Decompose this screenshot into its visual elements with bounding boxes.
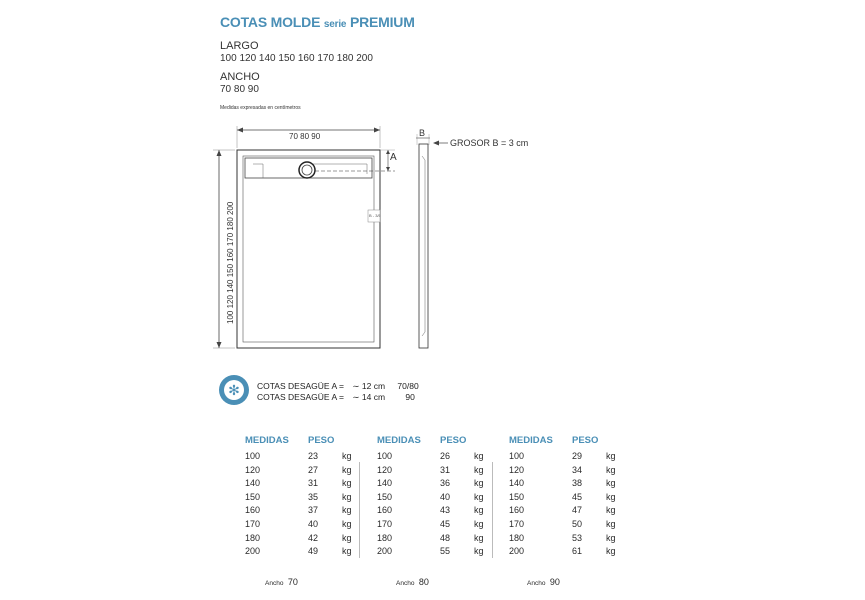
ancho-label: ANCHO xyxy=(220,71,260,83)
peso-cell: 53 xyxy=(572,532,583,543)
largo-values: 100 120 140 150 160 170 180 200 xyxy=(220,53,373,64)
unit-cell: kg xyxy=(342,451,352,461)
drain-label: COTAS DESAGÜE A = xyxy=(257,381,344,391)
peso-cell: 38 xyxy=(572,478,583,489)
unit-cell: kg xyxy=(606,505,616,516)
ancho-caption-value: 70 xyxy=(287,577,298,587)
unit-cell: kg xyxy=(606,519,616,529)
ancho-caption-value: 80 xyxy=(418,577,429,587)
col-peso: PESO xyxy=(572,435,599,446)
drain-row-1: COTAS DESAGÜE A = ∼ 12 cm 70/80 xyxy=(257,381,419,391)
peso-cell: 34 xyxy=(572,464,583,475)
peso-cell: 55 xyxy=(440,546,451,557)
unit-cell: kg xyxy=(606,546,616,557)
unit-cell: kg xyxy=(606,451,616,461)
drain-value: 12 cm xyxy=(361,381,386,391)
unit-cell: kg xyxy=(474,478,484,489)
unit-cell: kg xyxy=(474,491,484,502)
medida-cell: 140 xyxy=(245,478,261,489)
a-dimension-label: A xyxy=(390,152,397,163)
top-dimension-text: 70 80 90 xyxy=(289,132,321,141)
unit-cell: kg xyxy=(474,546,484,557)
ancho-caption-80 xyxy=(396,572,429,590)
title-name: PREMIUM xyxy=(349,14,415,30)
side-tag: B - 3/5 xyxy=(369,213,381,218)
medida-cell: 150 xyxy=(245,491,261,502)
ancho-caption-label: Ancho xyxy=(396,580,415,587)
tray-outline xyxy=(237,150,380,348)
medida-cell: 100 xyxy=(509,451,525,461)
peso-cell: 35 xyxy=(308,491,319,502)
unit-cell: kg xyxy=(342,532,352,543)
peso-cell: 37 xyxy=(308,505,319,516)
medida-cell: 120 xyxy=(245,464,261,475)
unit-cell: kg xyxy=(474,519,484,529)
ancho-caption-label: Ancho xyxy=(527,580,546,587)
peso-cell: 23 xyxy=(308,451,319,461)
medida-cell: 200 xyxy=(377,546,393,557)
table-divider xyxy=(359,462,360,558)
col-medidas: MEDIDAS xyxy=(377,435,421,446)
unit-cell: kg xyxy=(342,491,352,502)
unit-cell: kg xyxy=(606,464,616,475)
medida-cell: 160 xyxy=(245,505,261,516)
medida-cell: 150 xyxy=(377,491,393,502)
unit-cell: kg xyxy=(474,451,484,461)
medida-cell: 170 xyxy=(377,519,393,529)
peso-cell: 40 xyxy=(440,491,451,502)
medida-cell: 160 xyxy=(509,505,525,516)
peso-cell: 40 xyxy=(308,519,319,529)
peso-cell: 61 xyxy=(572,546,583,557)
tray-drawing xyxy=(205,120,565,365)
medida-cell: 140 xyxy=(377,478,393,489)
unit-cell: kg xyxy=(342,519,352,529)
drain-label: COTAS DESAGÜE A = xyxy=(257,392,344,402)
drain-icon: ✻ xyxy=(224,380,244,400)
unit-cell: kg xyxy=(474,464,484,475)
drain-row-2: COTAS DESAGÜE A = ∼ 14 cm 90 xyxy=(257,392,415,402)
medida-cell: 120 xyxy=(377,464,393,475)
ancho-values: 70 80 90 xyxy=(220,84,259,95)
col-peso: PESO xyxy=(308,435,335,446)
medida-cell: 100 xyxy=(377,451,393,461)
profile-outline xyxy=(419,144,428,348)
col-medidas: MEDIDAS xyxy=(509,435,553,446)
table-divider xyxy=(492,462,493,558)
b-dimension-label: B xyxy=(419,128,426,138)
medida-cell: 150 xyxy=(509,491,525,502)
peso-cell: 49 xyxy=(308,546,319,557)
col-peso: PESO xyxy=(440,435,467,446)
unit-cell: kg xyxy=(474,505,484,516)
drain-value: 14 cm xyxy=(361,392,386,402)
peso-cell: 43 xyxy=(440,505,451,516)
peso-cell: 45 xyxy=(572,491,583,502)
peso-cell: 36 xyxy=(440,478,451,489)
ancho-caption-90 xyxy=(527,572,560,590)
peso-cell: 27 xyxy=(308,464,319,475)
medida-cell: 200 xyxy=(509,546,525,557)
medida-cell: 100 xyxy=(245,451,261,461)
page-title xyxy=(220,14,415,30)
side-dimension-text: 100 120 140 150 160 170 180 200 xyxy=(226,201,235,324)
ancho-caption-label: Ancho xyxy=(265,580,284,587)
medida-cell: 180 xyxy=(509,532,525,543)
peso-cell: 29 xyxy=(572,451,583,461)
title-serie: serie xyxy=(323,19,347,30)
medida-cell: 160 xyxy=(377,505,393,516)
title-main: COTAS MOLDE xyxy=(220,14,321,30)
largo-label: LARGO xyxy=(220,40,259,52)
peso-cell: 42 xyxy=(308,532,319,543)
medida-cell: 170 xyxy=(509,519,525,529)
col-medidas: MEDIDAS xyxy=(245,435,289,446)
ancho-caption-70 xyxy=(265,572,298,590)
unit-cell: kg xyxy=(342,546,352,557)
unit-cell: kg xyxy=(606,491,616,502)
grosor-label: GROSOR B = 3 cm xyxy=(450,138,529,148)
medida-cell: 180 xyxy=(245,532,261,543)
unit-cell: kg xyxy=(342,478,352,489)
unit-cell: kg xyxy=(606,478,616,489)
medida-cell: 140 xyxy=(509,478,525,489)
medida-cell: 180 xyxy=(377,532,393,543)
peso-cell: 45 xyxy=(440,519,451,529)
drain-widths: 90 xyxy=(405,392,415,402)
unit-cell: kg xyxy=(474,532,484,543)
medida-cell: 200 xyxy=(245,546,261,557)
peso-cell: 50 xyxy=(572,519,583,529)
unit-cell: kg xyxy=(342,464,352,475)
peso-cell: 31 xyxy=(308,478,319,489)
ancho-caption-value: 90 xyxy=(549,577,560,587)
medida-cell: 170 xyxy=(245,519,261,529)
drain-widths: 70/80 xyxy=(397,381,419,391)
unit-cell: kg xyxy=(342,505,352,516)
units-note: Medidas expresadas en centímetros xyxy=(220,105,301,111)
peso-cell: 48 xyxy=(440,532,451,543)
peso-cell: 31 xyxy=(440,464,451,475)
drain-icon-ring xyxy=(219,375,249,405)
unit-cell: kg xyxy=(606,532,616,543)
peso-cell: 26 xyxy=(440,451,451,461)
peso-cell: 47 xyxy=(572,505,583,516)
medida-cell: 120 xyxy=(509,464,525,475)
